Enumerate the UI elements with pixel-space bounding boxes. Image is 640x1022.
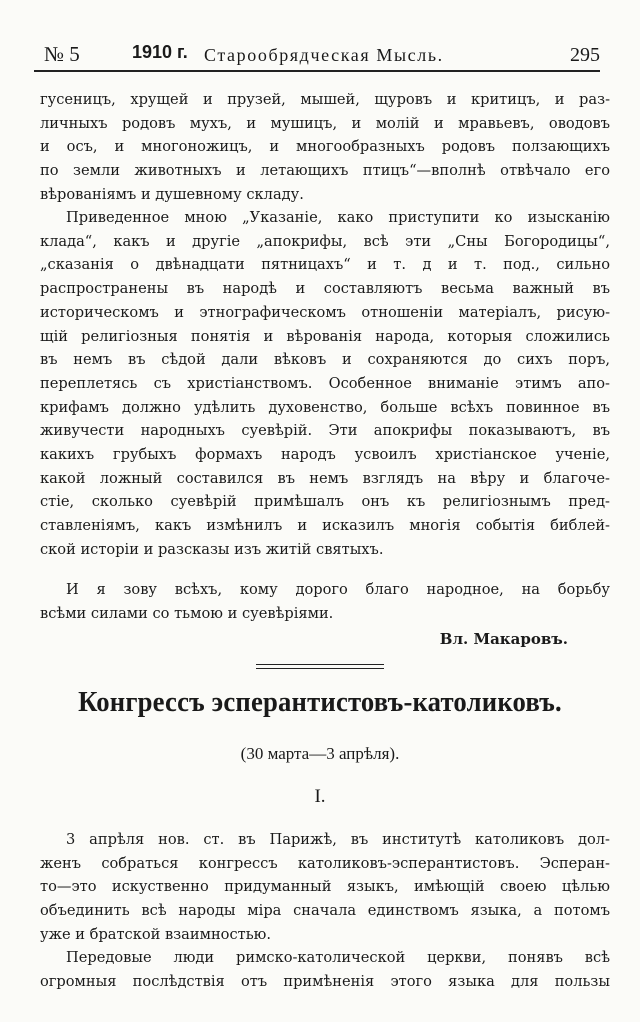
- article-title: Конгрессъ эсперантистовъ-католиковъ.: [78, 686, 562, 718]
- text-line: огромныя послѣдствiя отъ примѣненiя этого языка для пользы: [40, 972, 610, 990]
- text-line: крифамъ должно удѣлить духовенство, больше всѣхъ повинное въ: [40, 398, 610, 416]
- text-line: уже и братской взаимностью.: [40, 925, 272, 943]
- author-signature: Вл. Макаровъ.: [439, 630, 568, 648]
- text-line: какихъ грубыхъ формахъ народъ усвоилъ христiанское ученiе,: [40, 446, 610, 464]
- text-line: вѣрованiямъ и душевному складу.: [40, 185, 304, 203]
- text-line: по земли животныхъ и летающихъ птицъ“—вполнѣ отвѣчало его: [40, 162, 610, 180]
- text-line: щiй религiозныя понятiя и вѣрованiя народа, которыя сложились: [40, 327, 610, 345]
- issue-year: 1910 г.: [132, 42, 188, 62]
- text-line: то—это искуственно придуманный языкъ, имѣющiй своею цѣлью: [40, 878, 610, 896]
- paragraph-appeal: [40, 578, 610, 625]
- section-divider: [256, 664, 384, 669]
- section-number: I.: [314, 786, 326, 807]
- article-dates: (30 марта—3 апрѣля).: [240, 744, 400, 763]
- running-header: [36, 38, 606, 72]
- text-line: женъ собраться конгрессъ католиковъ-эсперантистовъ. Эсперан-: [40, 854, 610, 872]
- text-line: какой ложный составился въ немъ взглядъ на вѣру и благоче-: [40, 469, 610, 487]
- text-line: И я зову всѣхъ, кому дорого благо народное, на борьбу: [66, 581, 610, 598]
- text-line: и осъ, и многоножицъ, и многообразныхъ родовъ ползающихъ: [40, 138, 610, 156]
- text-line: ской исторiи и разсказы изъ житiй святыхъ.: [40, 540, 384, 558]
- text-line: личныхъ родовъ мухъ, и мушицъ, и молiй и мравьевъ, оводовъ: [40, 114, 610, 132]
- text-line: стiе, сколько суевѣрiй примѣшалъ онъ къ религiознымъ пред-: [40, 493, 610, 511]
- text-line: 3 апрѣля нов. ст. въ Парижѣ, въ институтѣ католиковъ дол-: [66, 831, 610, 848]
- header-rule: [34, 70, 600, 72]
- journal-title: Старообрядческая Мысль.: [204, 45, 444, 65]
- paragraph-congress: [40, 828, 610, 947]
- text-line: Приведенное мною „Указанiе, како приступити ко изысканiю: [66, 209, 610, 226]
- text-line: переплетясь съ христiанствомъ. Особенное вниманiе этимъ апо-: [40, 374, 610, 392]
- text-line: Передовые люди римско-католической церкви, понявъ всѣ: [66, 949, 610, 966]
- paragraph-apocrypha: [40, 206, 610, 562]
- issue-number: № 5: [44, 42, 80, 66]
- text-line: историческомъ и этнографическомъ отношенiи матерiалъ, рисую-: [40, 303, 610, 321]
- text-line: клада“, какъ и другiе „апокрифы, всѣ эти „Сны Богородицы“,: [40, 232, 610, 250]
- paragraph-continued: [40, 88, 610, 207]
- text-line: всѣми силами со тьмою и суевѣрiями.: [40, 604, 334, 622]
- paragraph-church: [40, 946, 610, 993]
- text-line: гусеницъ, хрущей и прузей, мышей, щуровъ и критицъ, и раз-: [40, 91, 610, 108]
- text-line: въ немъ въ сѣдой дали вѣковъ и сохраняются до сихъ поръ,: [40, 351, 610, 369]
- text-line: ставленiямъ, какъ измѣнилъ и исказилъ многiя событiя библей-: [40, 517, 610, 535]
- text-line: „сказанiя о двѣнадцати пятницахъ“ и т. д и т. под., сильно: [40, 256, 610, 274]
- text-line: живучести народныхъ суевѣрiй. Эти апокрифы показываютъ, въ: [40, 422, 610, 440]
- page-number: 295: [570, 44, 600, 66]
- text-line: объединить всѣ народы мiра сначала единствомъ языка, а потомъ: [40, 902, 610, 920]
- text-line: распространены въ народѣ и составляютъ весьма важный въ: [40, 280, 610, 298]
